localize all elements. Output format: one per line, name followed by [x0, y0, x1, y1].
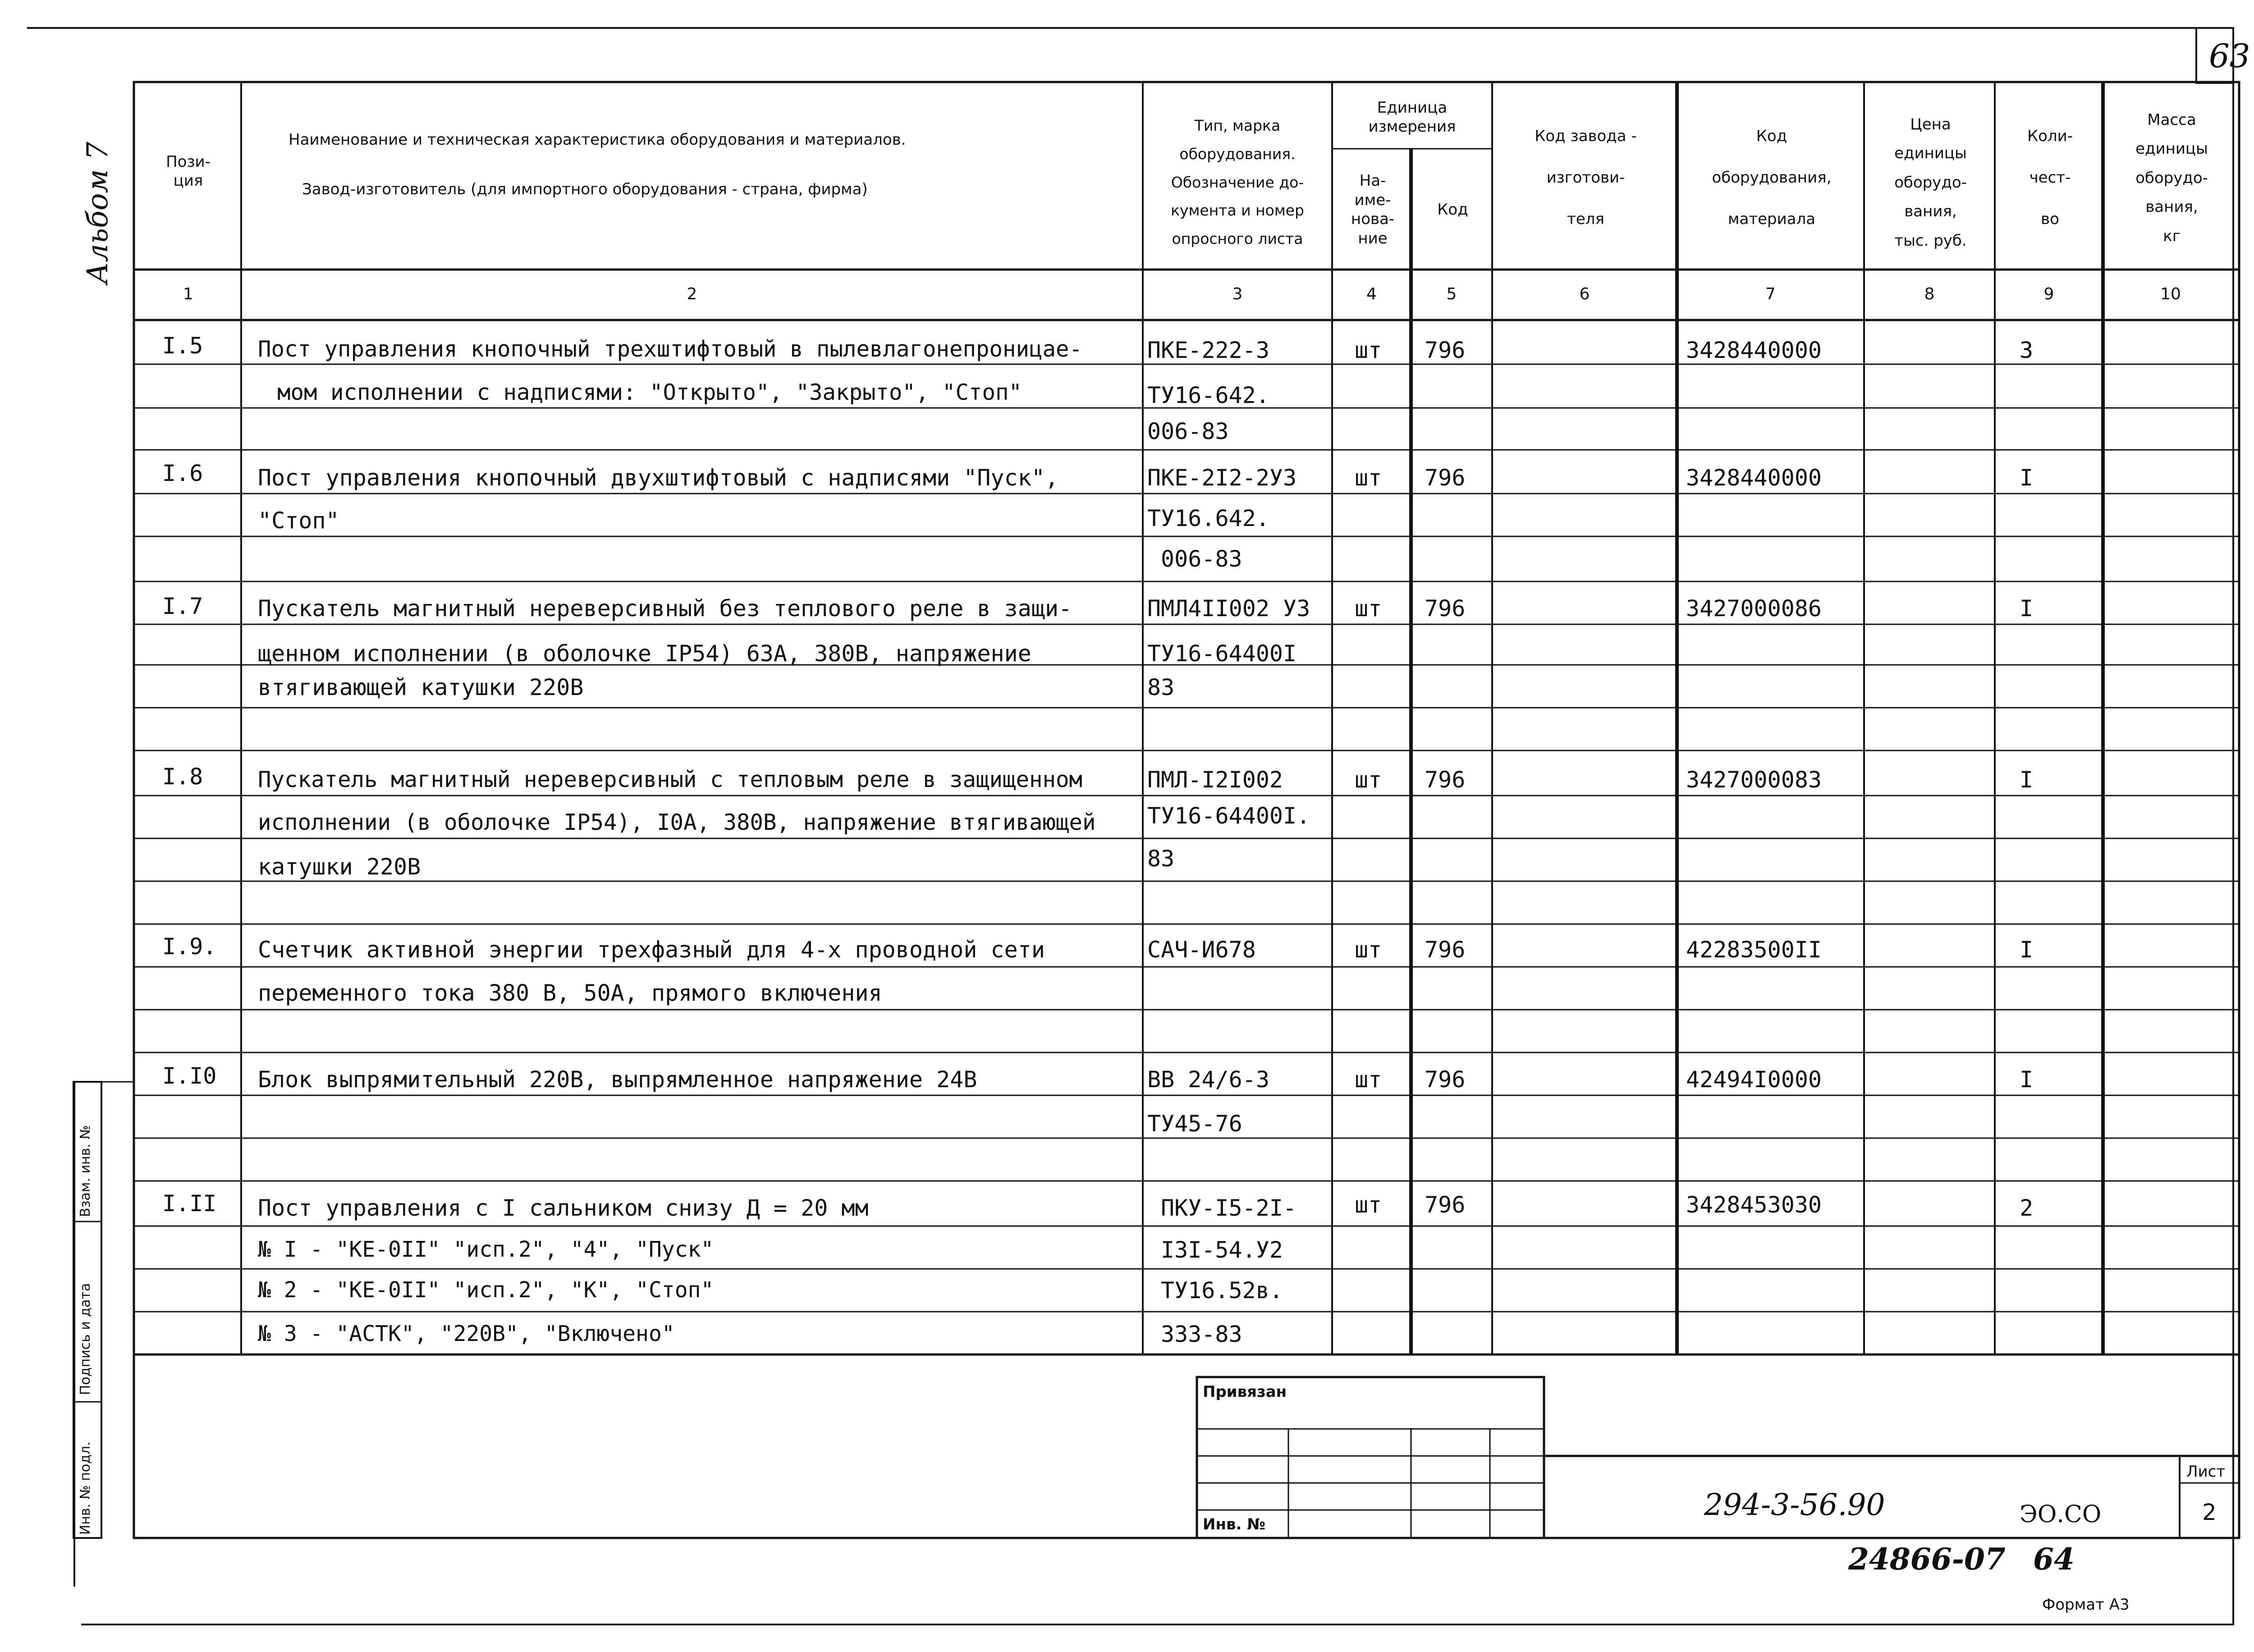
album-label: Альбом 7 — [81, 142, 115, 284]
table-row-pos: I.8 — [162, 764, 203, 790]
col-number-1: 1 — [183, 284, 193, 303]
col-number-9: 9 — [2043, 284, 2054, 303]
table-row-name: № I - "КЕ-0II" "исп.2", "4", "Пуск" — [258, 1237, 714, 1262]
header-unit-name: На- име- нова- ние — [1351, 172, 1395, 247]
table-row-pos: I.II — [162, 1190, 217, 1217]
format-label: Формат А3 — [2042, 1596, 2130, 1614]
table-row-type: ПКЕ-222-3 — [1147, 337, 1269, 363]
table-row-name: Пост управления с I сальником снизу Д = 20 мм — [258, 1195, 869, 1221]
stamp-privyazan: Привязан — [1203, 1383, 1287, 1401]
table-row-name: мом исполнении с надписями: "Открыто", "Закрыто", "Стоп" — [277, 380, 1022, 405]
header-type: Тип, марка оборудования. Обозначение до- кумента и номер опросного листа — [1170, 117, 1305, 248]
table-row-qty: I — [2020, 595, 2034, 622]
table-row-type: ТУ16.642. — [1147, 505, 1269, 531]
table-row-name: переменного тока 380 В, 50А, прямого включения — [258, 980, 882, 1006]
stamp-document-code: 294-3-56.90 — [1704, 1487, 1885, 1522]
table-row-type: ТУ16-642. — [1147, 382, 1269, 408]
sheet-number-handwritten: 63 — [2209, 37, 2250, 75]
table-row-type: ТУ16-64400I — [1147, 641, 1297, 667]
col-number-3: 3 — [1232, 284, 1243, 303]
table-row-type: САЧ-И678 — [1147, 937, 1256, 963]
archive-page: 64 — [2033, 1542, 2075, 1577]
table-row-name: Блок выпрямительный 220В, выпрямленное напряжение 24В — [258, 1066, 977, 1093]
table-row-name: Счетчик активной энергии трехфазный для 4-х проводной сети — [258, 937, 1045, 963]
table-row-type: ПКЕ-2I2-2У3 — [1147, 465, 1297, 491]
header-equipment-code: Код оборудования, материала — [1712, 127, 1832, 228]
table-row-equip: 3427000083 — [1686, 767, 1822, 793]
table-row-type: 83 — [1147, 846, 1175, 872]
table-row-qty: 3 — [2020, 337, 2034, 363]
table-row-pos: I.7 — [162, 593, 203, 619]
table-row-qty: I — [2020, 1066, 2034, 1093]
table-row-code: 796 — [1425, 1192, 1466, 1218]
table-row-name: втягивающей катушки 220В — [258, 674, 584, 700]
stamp-sheet-label: Лист — [2186, 1463, 2226, 1481]
table-row-code: 796 — [1425, 465, 1466, 491]
table-row-type: ТУ16.52в. — [1161, 1277, 1283, 1304]
col-number-5: 5 — [1446, 284, 1457, 303]
header-mass: Масса единицы оборудо- вания, кг — [2135, 110, 2208, 245]
table-row-unit: шт — [1355, 1192, 1382, 1218]
col-number-8: 8 — [1924, 284, 1935, 303]
table-row-unit: шт — [1355, 337, 1382, 363]
table-row-name: Пост управления кнопочный трехштифтовый в пылевлагонепроницае- — [258, 336, 1083, 362]
table-row-type: ТУ45-76 — [1147, 1111, 1242, 1137]
table-row-qty: I — [2020, 937, 2034, 963]
table-row-name: Пускатель магнитный нереверсивный с тепловым реле в защищенном — [258, 767, 1083, 792]
table-row-name: № 2 - "КЕ-0II" "исп.2", "К", "Стоп" — [258, 1277, 714, 1303]
table-row-unit: шт — [1355, 595, 1382, 622]
table-row-type: ПМЛ4II002 У3 — [1147, 595, 1310, 622]
table-row-qty: I — [2020, 465, 2034, 491]
table-row-pos: I.I0 — [162, 1063, 217, 1089]
table-row-type: ТУ16-64400I. — [1147, 803, 1310, 829]
stamp-section: ЭО.СО — [2020, 1501, 2102, 1528]
table-row-code: 796 — [1425, 595, 1466, 622]
header-name-line1: Наименование и техническая характеристика оборудования и материалов. — [289, 130, 906, 149]
table-row-unit: шт — [1355, 767, 1382, 793]
table-row-type: 83 — [1147, 674, 1175, 700]
table-row-name: катушки 220В — [258, 854, 421, 880]
side-stamp-signature-date: Подпись и дата — [78, 1283, 93, 1395]
header-unit: Единица измерения — [1368, 98, 1456, 136]
table-row-qty: I — [2020, 767, 2034, 793]
table-row-pos: I.9. — [162, 934, 217, 960]
header-position: Пози- ция — [166, 152, 211, 190]
table-row-name: "Стоп" — [258, 508, 339, 534]
side-stamp-replaced-inv: Взам. инв. № — [78, 1125, 93, 1217]
table-row-name: Пост управления кнопочный двухштифтовый с надписями "Пуск", — [258, 465, 1059, 491]
table-row-name: исполнении (в оболочке IP54), I0А, 380В, напряжение втягивающей — [258, 810, 1096, 835]
side-stamp-original-inv: Инв. № подл. — [78, 1441, 93, 1535]
table-row-type: 006-83 — [1147, 418, 1229, 444]
header-name-line2: Завод-изготовитель (для импортного оборудования - страна, фирма) — [302, 180, 868, 198]
table-row-pos: I.6 — [162, 460, 203, 486]
table-row-unit: шт — [1355, 937, 1382, 963]
table-row-code: 796 — [1425, 1066, 1466, 1093]
header-quantity: Коли- чест- во — [2027, 127, 2073, 228]
archive-number: 24866-07 — [1848, 1542, 2006, 1577]
table-row-unit: шт — [1355, 465, 1382, 491]
table-row-equip: 42283500II — [1686, 937, 1822, 963]
table-row-name: щенном исполнении (в оболочке IP54) 63А, 380В, напряжение — [258, 641, 1031, 667]
table-row-qty: 2 — [2020, 1195, 2034, 1221]
table-row-equip: 3428440000 — [1686, 337, 1822, 363]
table-row-pos: I.5 — [162, 333, 203, 359]
col-number-6: 6 — [1579, 284, 1590, 303]
stamp-inv-no: Инв. № — [1203, 1515, 1266, 1533]
table-row-equip: 3427000086 — [1686, 595, 1822, 622]
col-number-2: 2 — [687, 284, 697, 303]
table-row-code: 796 — [1425, 937, 1466, 963]
stamp-sheet-value: 2 — [2202, 1499, 2217, 1525]
table-row-equip: 3428453030 — [1686, 1192, 1822, 1218]
col-number-4: 4 — [1366, 284, 1377, 303]
table-row-type: ВВ 24/6-3 — [1147, 1066, 1269, 1093]
col-number-10: 10 — [2160, 284, 2181, 303]
table-row-equip: 3428440000 — [1686, 465, 1822, 491]
header-factory-code: Код завода - изготови- теля — [1535, 127, 1637, 228]
col-number-7: 7 — [1765, 284, 1776, 303]
table-row-name: Пускатель магнитный нереверсивный без теплового реле в защи- — [258, 595, 1072, 622]
table-row-code: 796 — [1425, 767, 1466, 793]
table-row-name: № 3 - "АСТК", "220В", "Включено" — [258, 1321, 675, 1346]
header-unit-code: Код — [1437, 200, 1468, 219]
table-row-equip: 42494I0000 — [1686, 1066, 1822, 1093]
table-row-unit: шт — [1355, 1066, 1382, 1093]
header-price: Цена единицы оборудо- вания, тыс. руб. — [1894, 115, 1967, 250]
table-row-type: ПКУ-I5-2I- — [1161, 1195, 1297, 1221]
table-row-type: I3I-54.У2 — [1161, 1237, 1283, 1263]
table-row-type: ПМЛ-I2I002 — [1147, 767, 1283, 793]
table-row-type: 006-83 — [1161, 546, 1242, 572]
table-row-type: 333-83 — [1161, 1321, 1242, 1347]
table-row-code: 796 — [1425, 337, 1466, 363]
